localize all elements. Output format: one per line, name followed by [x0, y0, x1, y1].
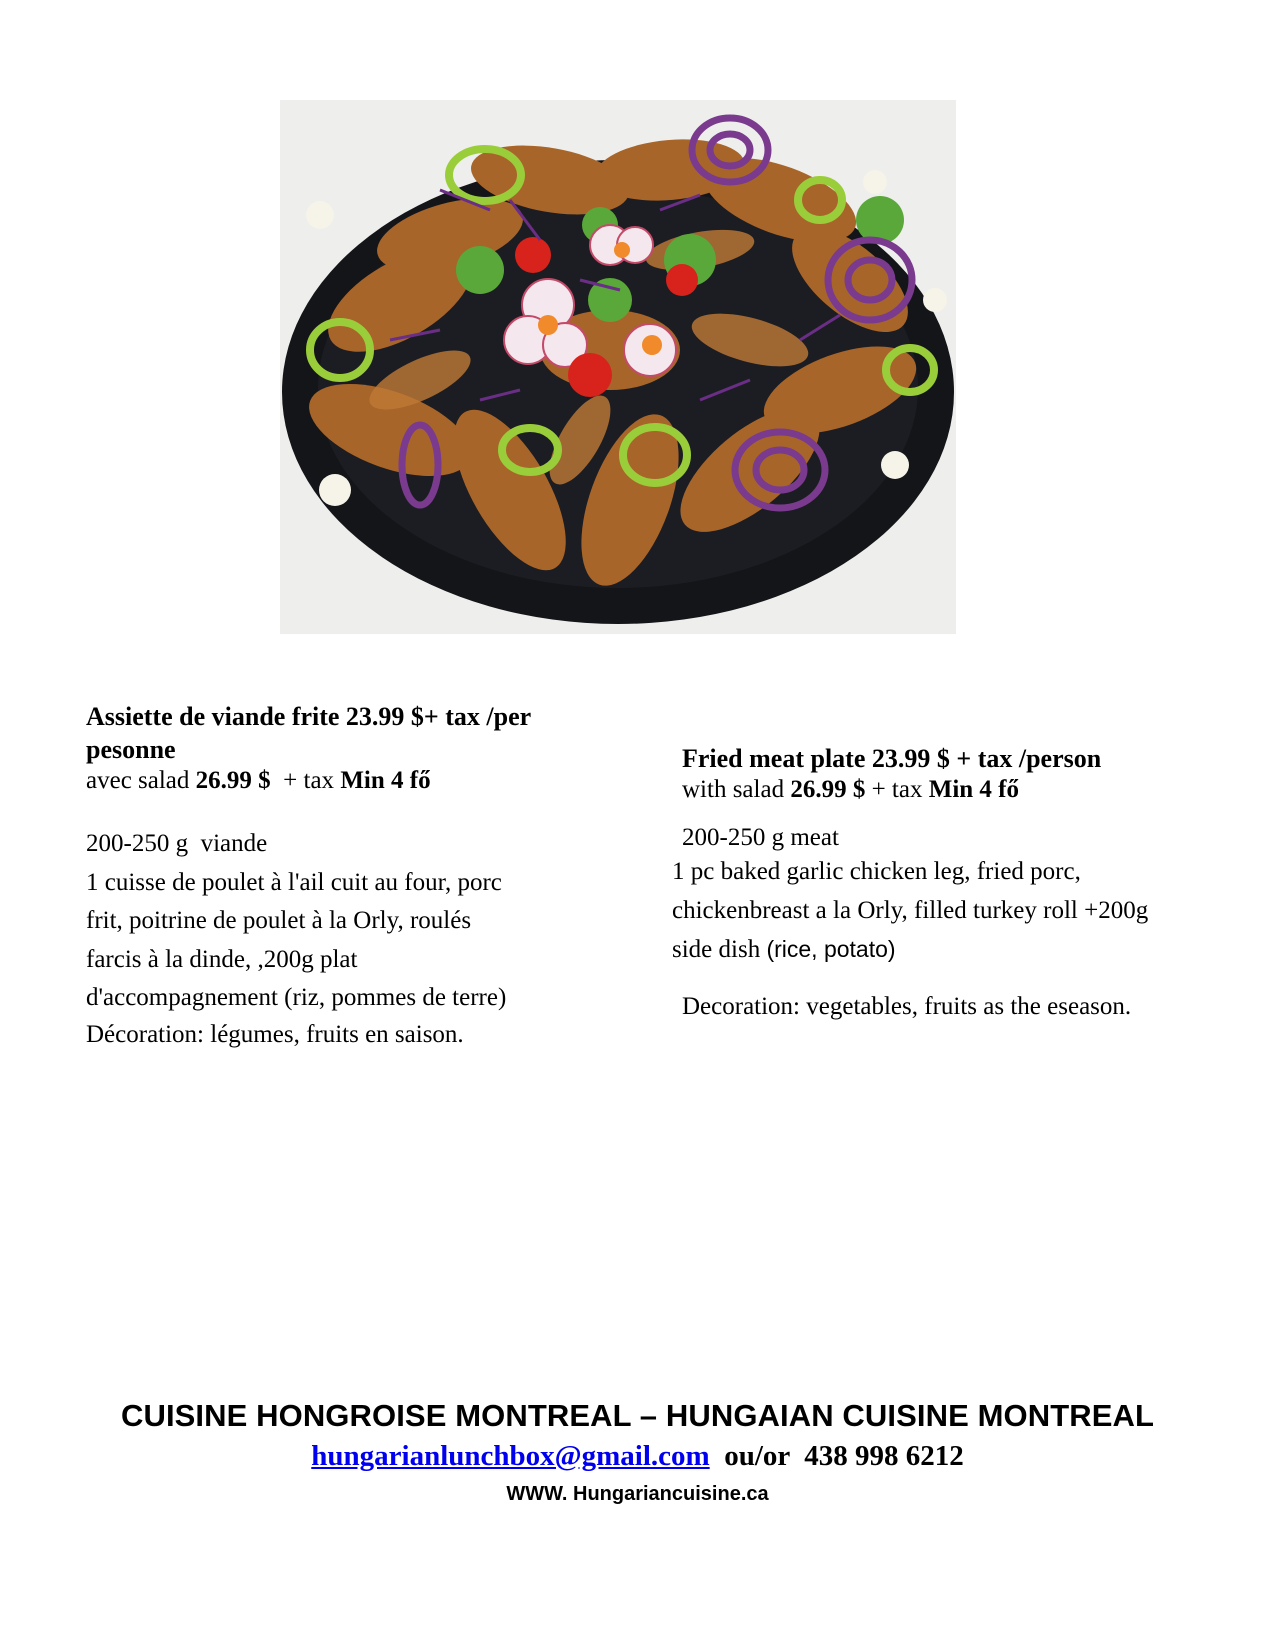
english-decoration: Decoration: vegetables, fruits as the eseason. — [682, 992, 1132, 1020]
website-text: WWW. Hungariancuisine.ca — [506, 1483, 769, 1505]
fried-meat-platter-image — [280, 100, 956, 634]
email-link[interactable]: hungarianlunchbox@gmail.com — [311, 1440, 710, 1472]
french-menu-section — [86, 700, 606, 1055]
french-meat-amount: 200-250 g viande — [86, 830, 268, 857]
english-salad-prefix: with salad — [682, 776, 791, 803]
english-menu-title: Fried meat plate 23.99 $ + tax /person — [682, 744, 1102, 773]
contact-line — [0, 1438, 1275, 1474]
french-salad-tax: + tax — [270, 767, 341, 794]
english-side-note: (rice, potato) — [766, 936, 896, 963]
french-menu-title: Assiette de viande frite 23.99 $+ tax /per pesonne — [86, 702, 531, 764]
business-name: CUISINE HONGROISE MONTREAL – HUNGAIAN CUISINE MONTREAL — [120, 1398, 1155, 1433]
french-salad-price: 26.99 $ — [195, 767, 271, 794]
phone-text: ou/or 438 998 6212 — [709, 1440, 964, 1472]
french-decoration: Décoration: légumes, fruits en saison. — [86, 1020, 464, 1048]
english-description — [672, 853, 1152, 970]
french-description: 1 cuisse de poulet à l'ail cuit au four, porc frit, poitrine de poulet à la Orly, roulés farcis à la dinde, ,200g plat d'accompagnement (riz, pommes de terre) — [86, 868, 507, 1012]
english-salad-tax: + tax — [865, 776, 929, 803]
english-menu-section — [672, 742, 1158, 1026]
food-platter-photo — [280, 100, 956, 634]
english-meat-amount: 200-250 g meat — [682, 824, 839, 851]
french-salad-line — [86, 766, 606, 796]
english-minimum: Min 4 fő — [928, 776, 1020, 803]
english-description-text: 1 pc baked garlic chicken leg, fried porc, chickenbreast a la Orly, filled turkey roll +200g side dish — [672, 858, 1149, 964]
english-salad-line — [672, 775, 1158, 805]
french-salad-prefix: avec salad — [86, 767, 196, 794]
english-salad-price: 26.99 $ — [790, 776, 866, 803]
french-minimum: Min 4 fő — [340, 767, 431, 794]
